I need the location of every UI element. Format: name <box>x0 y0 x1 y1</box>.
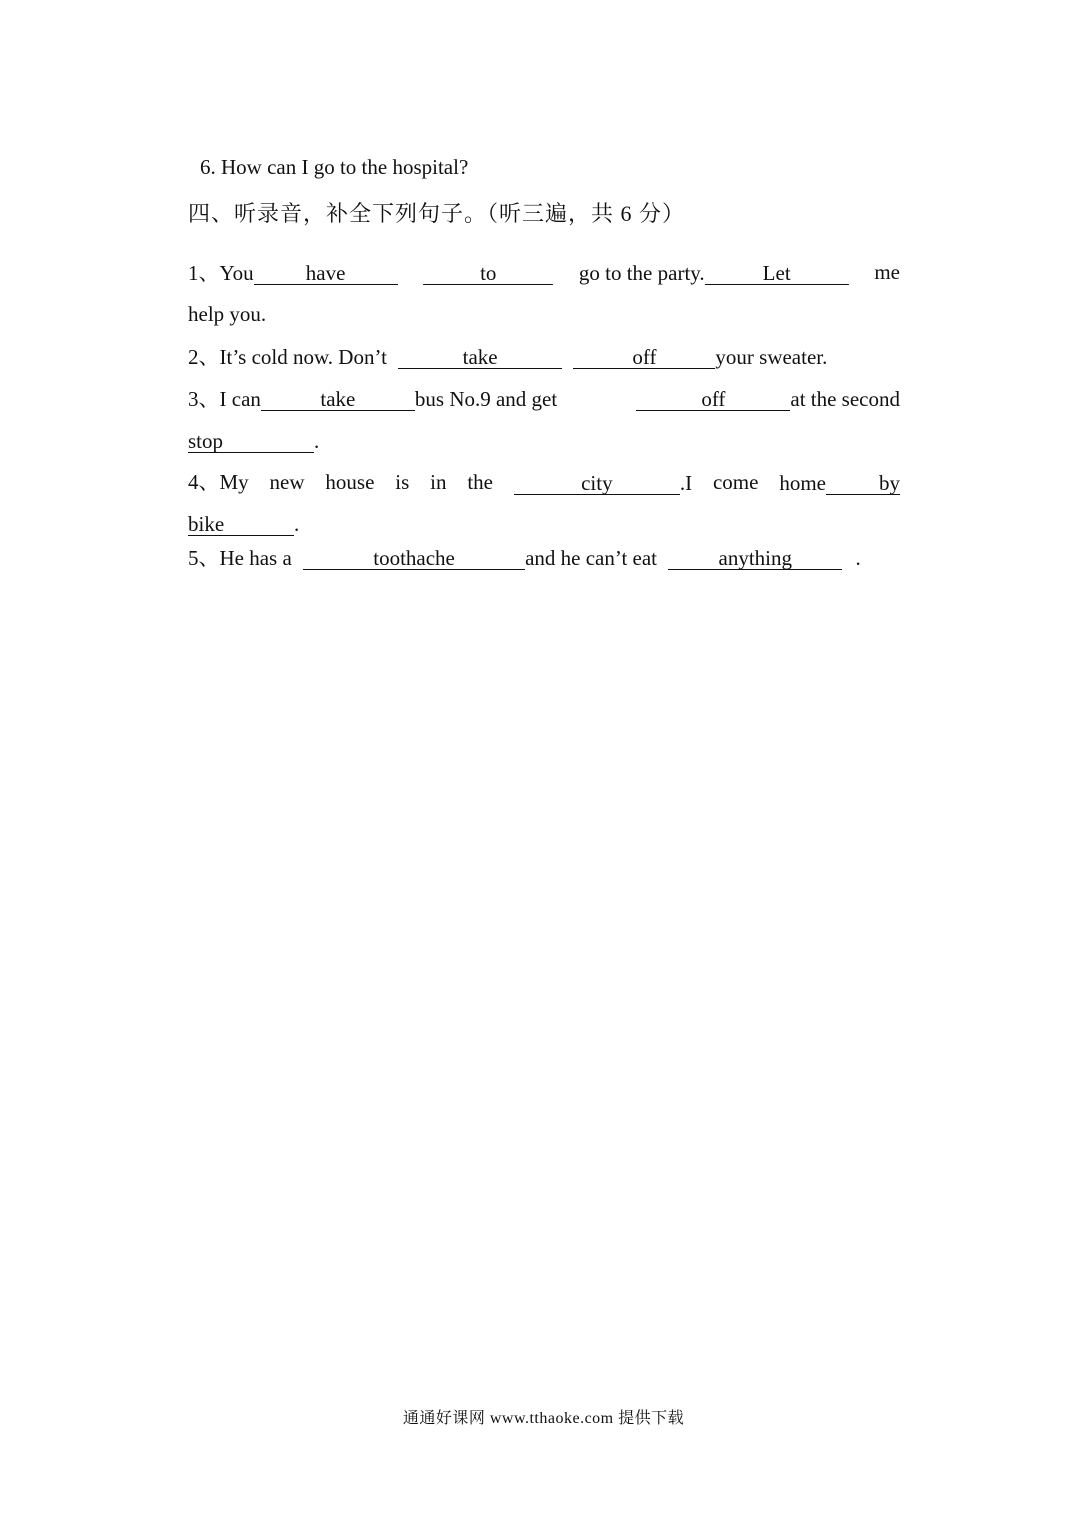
item-4-blank-3: bike <box>188 513 294 536</box>
item-5-prefix: 5、He has a <box>188 546 292 570</box>
item-3-continuation <box>188 430 319 453</box>
item-4-word: house <box>325 470 375 494</box>
item-3 <box>188 388 900 411</box>
item-5-blank-1: toothache <box>303 547 525 570</box>
item-1-mid: go to the party. <box>578 261 705 285</box>
item-4 <box>188 472 900 495</box>
item-4-word: the <box>467 470 493 494</box>
item-1-prefix: 1、You <box>188 261 254 285</box>
item-4-blank-2: by <box>826 472 900 495</box>
item-5-mid: and he can’t eat <box>525 546 658 570</box>
item-3-blank-2: off <box>636 388 790 411</box>
item-3-blank-3: stop <box>188 430 314 453</box>
item-4-continuation <box>188 513 299 536</box>
item-4-word: in <box>430 470 447 494</box>
item-3-prefix: 3、I can <box>188 387 261 411</box>
item-4-word: .I <box>679 471 693 495</box>
item-1 <box>188 262 900 285</box>
item-4-word: new <box>269 470 305 494</box>
item-3-end2: . <box>314 429 320 453</box>
item-5-end: . <box>855 546 861 570</box>
item-2-blank-2: off <box>573 346 715 369</box>
item-1-blank-3: Let <box>705 262 849 285</box>
question-6: 6. How can I go to the hospital? <box>200 155 469 179</box>
item-1-continuation: help you. <box>188 302 267 326</box>
item-1-blank-1: have <box>254 262 398 285</box>
item-2-blank-1: take <box>398 346 562 369</box>
section-heading: 四、听录音，补全下列句子。（听三遍，共 6 分） <box>188 201 686 226</box>
item-3-blank-1: take <box>261 388 415 411</box>
item-3-end: at the second <box>790 387 900 411</box>
item-4-word: come <box>712 470 759 494</box>
item-2-prefix: 2、It’s cold now. Don’t <box>188 345 387 369</box>
item-2 <box>188 346 827 369</box>
item-4-end2: . <box>294 512 300 536</box>
item-4-word: 4、My <box>188 470 249 494</box>
item-1-end: me <box>874 260 900 284</box>
item-5-blank-2: anything <box>668 547 842 570</box>
item-4-word: home <box>779 471 826 495</box>
item-4-word: is <box>395 470 410 494</box>
item-1-blank-2: to <box>423 262 553 285</box>
item-3-mid: bus No.9 and get <box>414 387 558 411</box>
footer-credit: 通通好课网 www.tthaoke.com 提供下载 <box>402 1410 685 1427</box>
item-4-blank-1: city <box>514 472 680 495</box>
item-2-end: your sweater. <box>715 345 828 369</box>
item-5 <box>188 547 861 570</box>
